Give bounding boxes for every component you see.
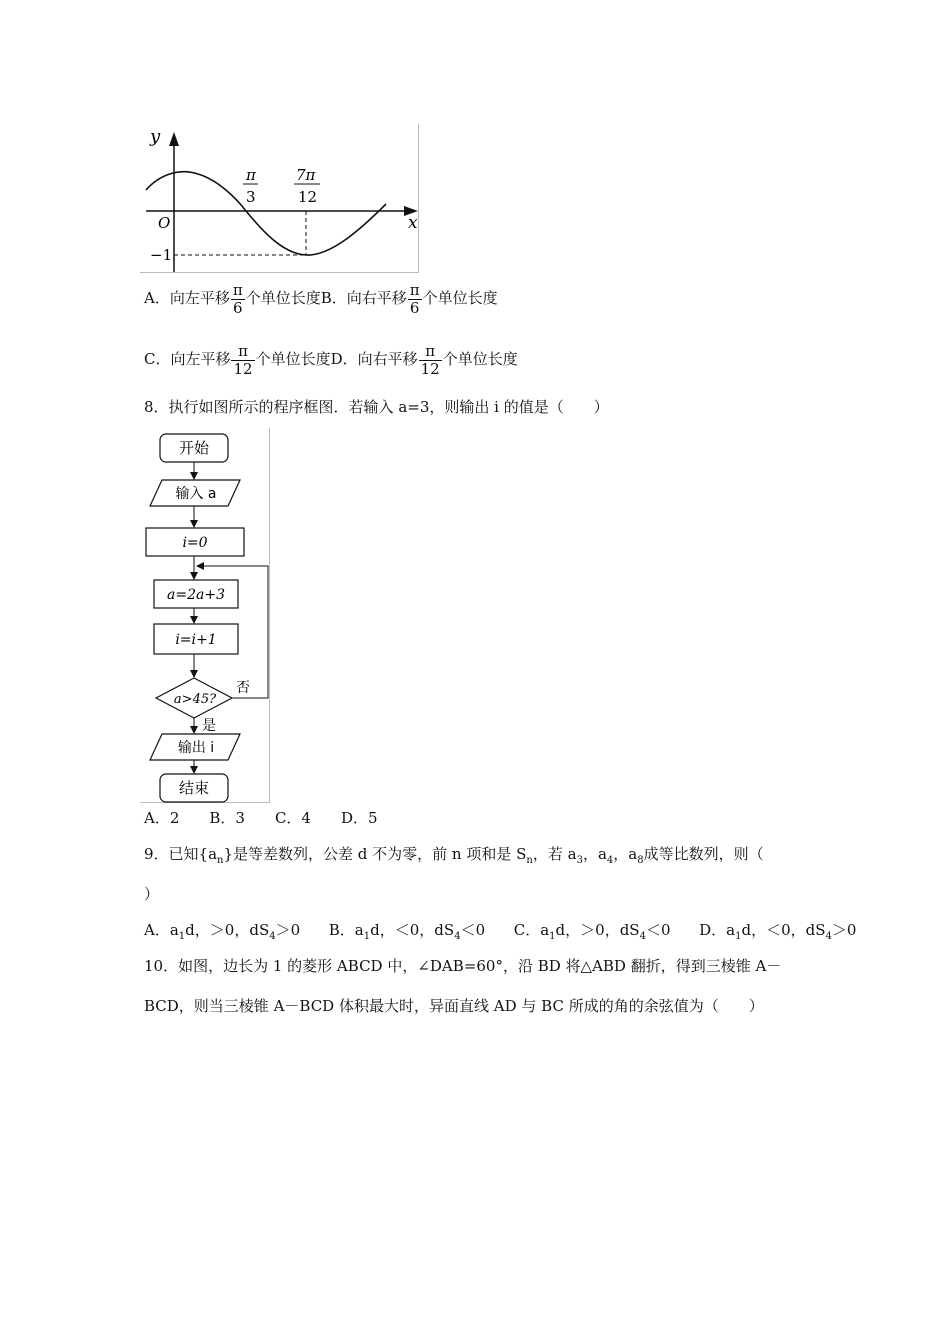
flow-output-label: 输出 i [177, 740, 215, 756]
origin-label: O [158, 214, 171, 232]
q7-option-a-fraction: $\frac{\pi}{6}$ [232, 280, 243, 317]
flow-input-label: 输入 a [175, 486, 217, 502]
flow-start-label: 开始 [178, 439, 210, 457]
q8-stem: 8．执行如图所示的程序框图．若输入 a=3，则输出 i 的值是（ ） [144, 398, 609, 416]
q9-stem-end: ） [144, 885, 160, 903]
pi-over-3-numerator: π [246, 166, 256, 184]
x-axis-label: x [408, 213, 418, 233]
q9-option-c: C．$a_1d$，＞0，$dS_4<0$ [513, 921, 671, 942]
pi-over-3-denominator: 3 [246, 188, 256, 206]
q7-option-a-suffix: 个单位长度 [245, 289, 321, 307]
q7-options-row-1 [144, 280, 498, 317]
flow-update-a-label: a=2a+3 [167, 587, 225, 603]
sine-curve [146, 172, 386, 255]
q7-option-d-prefix: D．向右平移 [330, 350, 418, 368]
q7-option-b-prefix: B．向右平移 [320, 289, 407, 307]
minus-one-label: −1 [150, 246, 173, 264]
q9-option-d: D．$a_1d$，＜0，$dS_4>0$ [699, 921, 857, 942]
flow-update-i-label: i=i+1 [175, 632, 217, 648]
q9-stem: 9．已知$\{a_n\}$是等差数列，公差 d 不为零，前 n 项和是 $S_n$，若 $a_3$，$a_4$，$a_8$成等比数列，则（ [144, 845, 764, 866]
q7-option-c-prefix: C．向左平移 [144, 350, 231, 368]
q7-options-row-2 [144, 341, 518, 378]
q7-option-d-suffix: 个单位长度 [442, 350, 518, 368]
q7-option-c-suffix: 个单位长度 [255, 350, 331, 368]
seven-pi-over-12-denominator: 12 [298, 188, 318, 206]
sine-graph [140, 124, 430, 274]
flow-condition-label: a>45? [173, 692, 217, 707]
flow-end-label: 结束 [178, 779, 210, 797]
q9-option-b: B．$a_1d$，＜0，$dS_4<0$ [328, 921, 486, 942]
q7-option-c-fraction: $\frac{\pi}{12}$ [233, 341, 253, 378]
flow-no-label: 否 [236, 680, 250, 696]
q9-option-a: A．$a_1d$，＞0，$dS_4>0$ [144, 921, 301, 942]
y-axis-arrow [169, 132, 179, 146]
q7-option-b-fraction: $\frac{\pi}{6}$ [409, 280, 420, 317]
q9-options [144, 920, 856, 947]
q7-option-d-fraction: $\frac{\pi}{12}$ [420, 341, 440, 378]
flowchart [140, 428, 280, 808]
q10-line-1: 10．如图，边长为 1 的菱形 ABCD 中，∠DAB=60°，沿 BD 将△ABD 翻折，得到三棱锥 A－ [144, 957, 782, 975]
q10-line-2: BCD，则当三棱锥 A－BCD 体积最大时，异面直线 AD 与 BC 所成的角的余弦值为（ ） [144, 997, 764, 1015]
flow-init-label: i=0 [182, 535, 208, 551]
y-axis-label: y [150, 126, 161, 147]
seven-pi-over-12-numerator: 7π [296, 166, 316, 184]
q7-option-a-prefix: A．向左平移 [144, 289, 230, 307]
q8-options: A．2 B．3 C．4 D．5 [144, 809, 378, 827]
flow-yes-label: 是 [202, 718, 216, 734]
q7-option-b-suffix: 个单位长度 [422, 289, 498, 307]
